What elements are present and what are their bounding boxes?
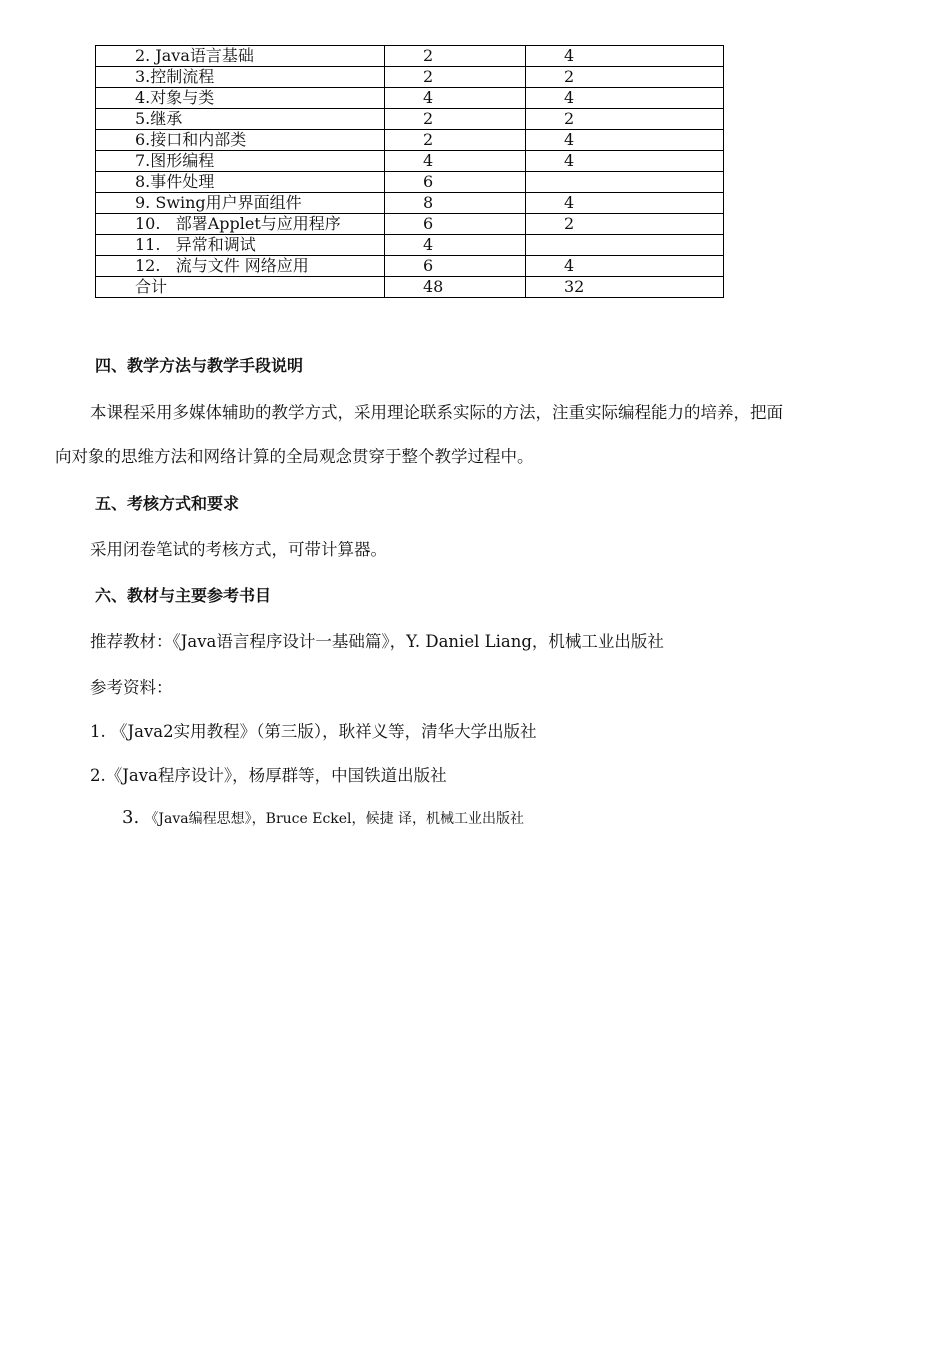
course-hours-table bbox=[95, 45, 724, 298]
lab-hours-cell: 32 bbox=[526, 277, 724, 298]
topic-cell: 8.事件处理 bbox=[96, 172, 385, 193]
lab-hours-cell: 4 bbox=[526, 151, 724, 172]
table-row bbox=[96, 235, 724, 256]
topic-cell: 3.控制流程 bbox=[96, 67, 385, 88]
table-row bbox=[96, 88, 724, 109]
lecture-hours-cell: 4 bbox=[385, 151, 526, 172]
topic-cell: 4.对象与类 bbox=[96, 88, 385, 109]
topic-cell: 9. Swing用户界面组件 bbox=[96, 193, 385, 214]
topic-cell: 7.图形编程 bbox=[96, 151, 385, 172]
table-row bbox=[96, 172, 724, 193]
lab-hours-cell: 4 bbox=[526, 256, 724, 277]
lab-hours-cell: 2 bbox=[526, 109, 724, 130]
section5-heading: 五、考核方式和要求 bbox=[95, 494, 240, 513]
lecture-hours-cell: 4 bbox=[385, 88, 526, 109]
lab-hours-cell: 4 bbox=[526, 130, 724, 151]
topic-cell: 11. 异常和调试 bbox=[96, 235, 385, 256]
section4-paragraph-line1: 本课程采用多媒体辅助的教学方式，采用理论联系实际的方法，注重实际编程能力的培养，把面 bbox=[90, 403, 783, 422]
topic-cell: 合计 bbox=[96, 277, 385, 298]
table-row bbox=[96, 67, 724, 88]
reference-1: 1. 《Java2实用教程》（第三版），耿祥义等，清华大学出版社 bbox=[90, 722, 537, 741]
lab-hours-cell: 4 bbox=[526, 88, 724, 109]
lecture-hours-cell: 2 bbox=[385, 67, 526, 88]
table-row bbox=[96, 130, 724, 151]
lecture-hours-cell: 48 bbox=[385, 277, 526, 298]
lecture-hours-cell: 6 bbox=[385, 172, 526, 193]
topic-cell: 10. 部署Applet与应用程序 bbox=[96, 214, 385, 235]
textbook-line: 推荐教材：《Java语言程序设计一基础篇》，Y. Daniel Liang，机械工业出版社 bbox=[90, 632, 664, 651]
section5-text: 采用闭卷笔试的考核方式，可带计算器。 bbox=[90, 540, 387, 559]
lecture-hours-cell: 8 bbox=[385, 193, 526, 214]
topic-cell: 6.接口和内部类 bbox=[96, 130, 385, 151]
table-row bbox=[96, 277, 724, 298]
section6-heading: 六、教材与主要参考书目 bbox=[95, 586, 272, 605]
table-row bbox=[96, 193, 724, 214]
lab-hours-cell bbox=[526, 172, 724, 193]
reference-3 bbox=[122, 807, 524, 830]
table-row bbox=[96, 46, 724, 67]
reference-3-text: 《Java编程思想》，Bruce Eckel，候捷 译，机械工业出版社 bbox=[144, 811, 524, 827]
lecture-hours-cell: 6 bbox=[385, 256, 526, 277]
table-row bbox=[96, 256, 724, 277]
lecture-hours-cell: 4 bbox=[385, 235, 526, 256]
reference-3-number: 3. bbox=[122, 807, 140, 828]
lecture-hours-cell: 6 bbox=[385, 214, 526, 235]
topic-cell: 12. 流与文件 网络应用 bbox=[96, 256, 385, 277]
table-row bbox=[96, 109, 724, 130]
table-row bbox=[96, 151, 724, 172]
table-body bbox=[96, 46, 724, 298]
lab-hours-cell: 2 bbox=[526, 214, 724, 235]
topic-cell: 2. Java语言基础 bbox=[96, 46, 385, 67]
lab-hours-cell: 2 bbox=[526, 67, 724, 88]
lecture-hours-cell: 2 bbox=[385, 130, 526, 151]
section4-paragraph-line2: 向对象的思维方法和网络计算的全局观念贯穿于整个教学过程中。 bbox=[55, 447, 534, 466]
lab-hours-cell bbox=[526, 235, 724, 256]
references-label: 参考资料： bbox=[90, 678, 173, 697]
reference-2: 2.《Java程序设计》，杨厚群等，中国铁道出版社 bbox=[90, 766, 447, 785]
lecture-hours-cell: 2 bbox=[385, 109, 526, 130]
table-row bbox=[96, 214, 724, 235]
lecture-hours-cell: 2 bbox=[385, 46, 526, 67]
lab-hours-cell: 4 bbox=[526, 46, 724, 67]
lab-hours-cell: 4 bbox=[526, 193, 724, 214]
section4-heading: 四、教学方法与教学手段说明 bbox=[95, 356, 304, 375]
topic-cell: 5.继承 bbox=[96, 109, 385, 130]
